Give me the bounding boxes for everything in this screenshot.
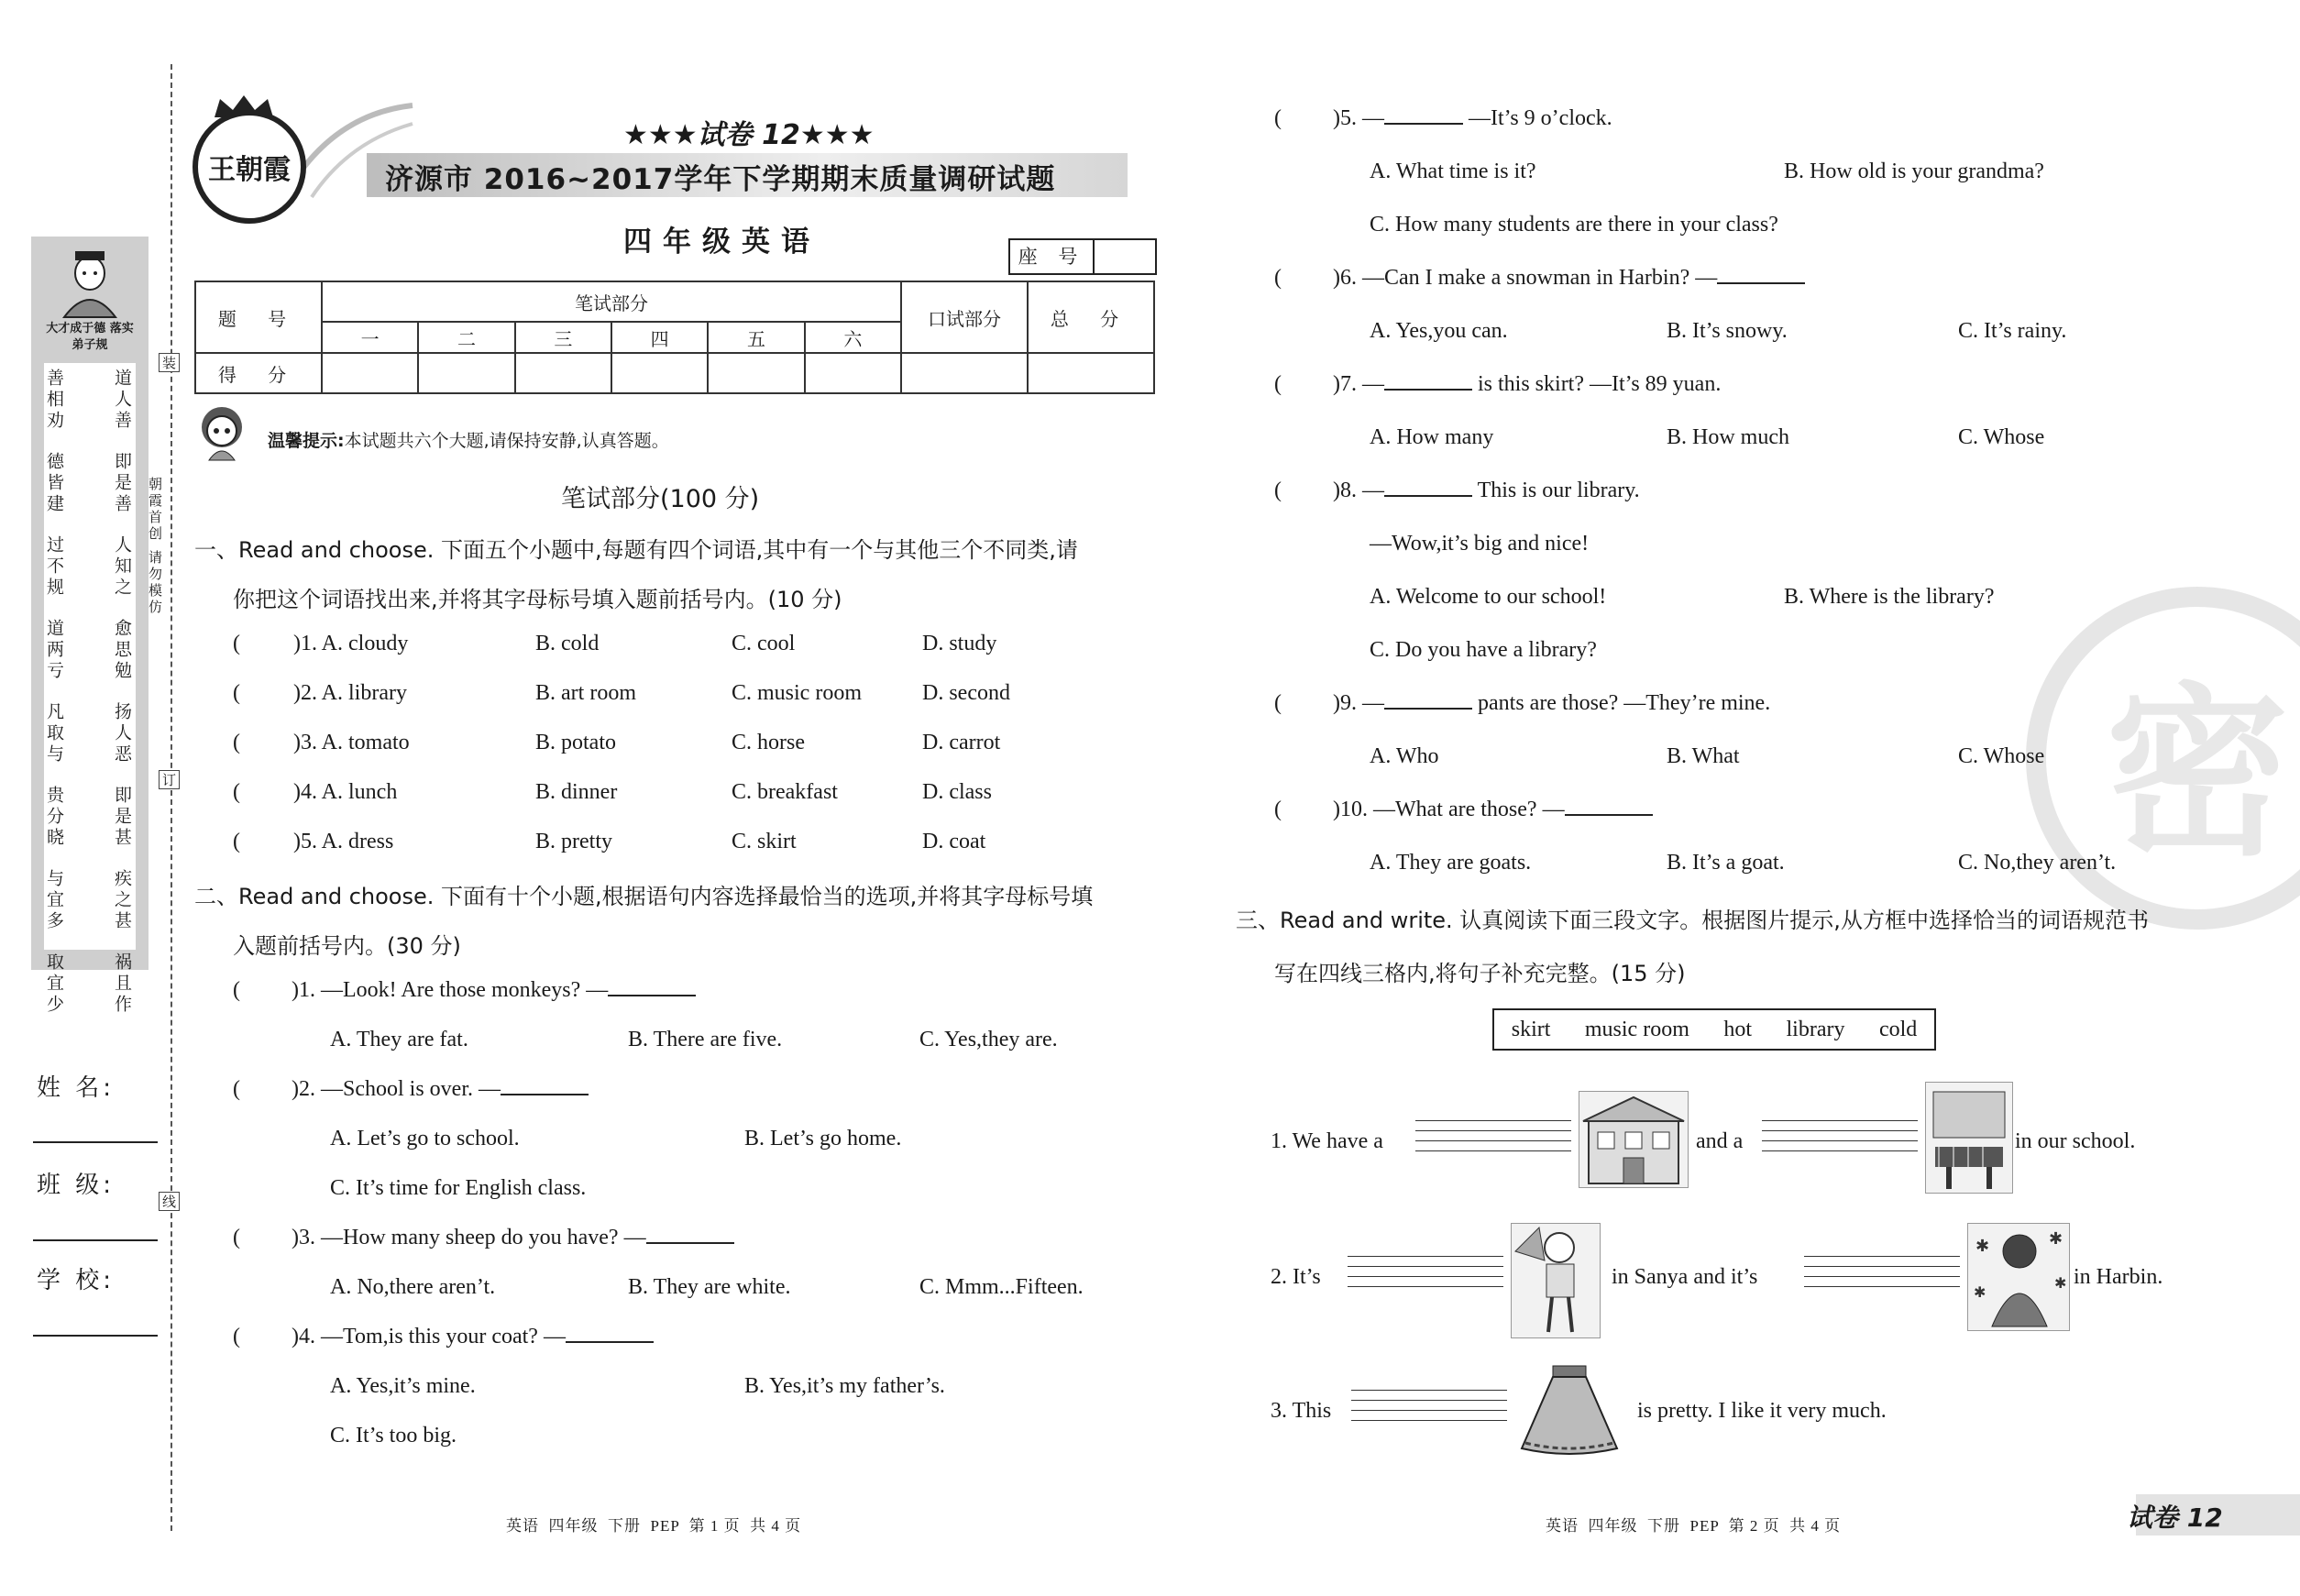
four-line-writing-area[interactable] [1804,1256,1960,1296]
exam-title: 济源市 2016~2017学年下学期期末质量调研试题 [385,163,1056,196]
q-option-a: )3. A. tomato [293,731,410,754]
s3-sentence-2-start: 2. It’s [1271,1265,1321,1289]
answer-blank[interactable] [1384,494,1472,497]
motto-verse: 善相劝 [44,369,64,432]
option-a: A. Welcome to our school! [1370,585,1607,609]
word-bank-item: cold [1878,1017,1918,1041]
svg-text:✱: ✱ [2054,1274,2067,1292]
tip-text: 本试题共六个大题,请保持安静,认真答题。 [344,431,669,451]
question-stem: )8. — [1333,479,1384,502]
s1-question [233,632,1150,663]
score-cell[interactable] [901,353,1028,393]
option-b: B. Let’s go home. [744,1127,902,1150]
section3-instruction: 三、Read and write. 认真阅读下面三段文字。根据图片提示,从方框中选择恰当的词语规范书 [1236,908,2149,933]
name-label: 姓 名: [37,1074,116,1102]
q-option-a: )4. A. lunch [293,780,398,804]
score-cell[interactable] [418,353,514,393]
answer-paren[interactable]: ( [1274,798,1282,821]
q-option-b: B. cold [535,632,600,655]
q-option-a: )2. A. library [293,681,407,705]
tip-label: 温馨提示: [268,431,345,451]
question-stem-cont: is this skirt? —It’s 89 yuan. [1472,372,1722,396]
option-c: C. It’s too big. [330,1424,457,1447]
svg-text:✱: ✱ [1974,1283,1986,1301]
option-c: C. No,they aren’t. [1958,851,2117,875]
q-option-c: C. horse [732,731,805,754]
question-stem: )2. —School is over. — [292,1077,501,1101]
answer-paren[interactable]: ( [233,830,240,853]
score-table [194,281,1155,394]
answer-blank[interactable] [1565,813,1653,816]
motto-verse: 即是善 [112,452,132,515]
cartoon-scholar-icon [48,246,132,319]
word-bank-item: music room [1584,1017,1689,1041]
q-option-b: B. pretty [535,830,612,853]
answer-paren[interactable]: ( [233,1077,240,1101]
score-cell[interactable] [708,353,804,393]
s2-question-7 [1274,372,1721,397]
q-option-a: )5. A. dress [293,830,394,853]
score-cell[interactable] [322,353,418,393]
tip [268,427,669,452]
score-cell[interactable] [1028,353,1154,393]
question-stem: )4. —Tom,is this your coat? — [292,1325,566,1348]
motto-verse: 愈思勉 [112,619,132,682]
motto-verse: 即是甚 [112,786,132,849]
motto-verse: 人知之 [112,535,132,599]
school-label: 学 校: [37,1267,116,1294]
question-stem: )5. — [1333,106,1384,130]
motto-verse: 德皆建 [44,452,64,515]
question-stem: )10. —What are those? — [1333,798,1565,821]
s1-question [233,780,1150,811]
binding-mark: 装 [159,353,180,372]
four-line-writing-area[interactable] [1415,1120,1571,1161]
answer-paren[interactable]: ( [233,632,240,655]
option-c: C. Yes,they are. [919,1028,1058,1051]
answer-paren[interactable]: ( [233,780,240,804]
motto-verse: 凡取与 [44,702,64,765]
question-stem-cont: —It’s 9 o’clock. [1463,106,1612,130]
motto-verse: 取宜少 [44,952,64,1016]
girl-avatar-icon [194,403,249,466]
answer-paren[interactable]: ( [1274,106,1282,130]
q-option-b: B. dinner [535,780,618,804]
answer-blank[interactable] [1717,281,1805,284]
option-c: C. Do you have a library? [1370,638,1597,662]
q-option-d: D. coat [922,830,986,853]
section1-instruction: 一、Read and choose. 下面五个小题中,每题有四个词语,其中有一个与其他三个不同类,请 [194,537,1078,563]
s1-question [233,830,1150,861]
s1-question [233,681,1150,712]
answer-paren[interactable]: ( [233,1325,240,1348]
question-line2: —Wow,it’s big and nice! [1370,532,1590,556]
section3-instruction-cont: 写在四线三格内,将句子补充完整。(15 分) [1274,961,1686,986]
total-header: 总 分 [1028,281,1154,353]
cold-weather-girl-illustration [1967,1223,2070,1331]
answer-paren[interactable]: ( [1274,479,1282,502]
q-option-d: D. class [922,780,992,804]
answer-paren[interactable]: ( [233,1226,240,1249]
option-a: A. Who [1370,744,1439,768]
score-cell[interactable] [805,353,901,393]
answer-blank[interactable] [646,1241,734,1244]
question-stem: )1. —Look! Are those monkeys? — [292,978,609,1002]
four-line-writing-area[interactable] [1348,1256,1503,1296]
s2-question-10 [1274,798,1653,822]
q-option-c: C. breakfast [732,780,838,804]
class-field[interactable] [33,1239,158,1241]
section-column-header: 二 [418,322,514,353]
answer-paren[interactable]: ( [1274,266,1282,290]
s2-question-2 [233,1077,589,1102]
page-footer-right: 英语 四年级 下册 PEP 第 2 页 共 4 页 [1546,1517,1842,1535]
option-b: B. They are white. [628,1275,791,1299]
q-option-d: D. study [922,632,997,655]
svg-text:✱: ✱ [2049,1229,2063,1249]
s3-sentence-3-end: is pretty. I like it very much. [1637,1399,1887,1423]
word-bank-item: skirt [1511,1017,1551,1041]
section-column-header: 三 [515,322,611,353]
q-option-d: D. carrot [922,731,1001,754]
seat-label: 座 号 [1010,240,1095,273]
four-line-writing-area[interactable] [1351,1390,1507,1430]
s2-question-3 [233,1226,734,1250]
option-b: B. It’s a goat. [1667,851,1785,875]
score-label: 得 分 [195,353,322,393]
side-note: 朝霞首创 请勿模仿 [147,477,163,616]
section-column-header: 四 [611,322,708,353]
option-a: A. No,there aren’t. [330,1275,496,1299]
option-b: B. It’s snowy. [1667,319,1788,343]
brand-seal-logo: 王朝霞 [193,110,306,224]
option-a: A. What time is it? [1370,160,1536,183]
s2-question-4 [233,1325,654,1349]
option-c: C. It’s rainy. [1958,319,2067,343]
section2-instruction-cont: 入题前括号内。(30 分) [233,933,461,959]
question-stem-cont: This is our library. [1472,479,1640,502]
score-cell[interactable] [515,353,611,393]
binding-mark: 线 [159,1192,180,1211]
corner-exam-number: 试卷 12 [2127,1502,2223,1533]
seat-number-box[interactable] [1008,238,1157,275]
motto-verse: 道人善 [112,369,132,432]
hot-weather-boy-illustration [1511,1223,1601,1338]
option-b: B. There are five. [628,1028,783,1051]
library-building-illustration [1579,1091,1689,1188]
option-a: A. Yes,you can. [1370,319,1508,343]
q-option-a: )1. A. cloudy [293,632,409,655]
answer-paren[interactable]: ( [233,978,240,1002]
motto-verse: 与宜多 [44,869,64,932]
section-column-header: 一 [322,322,418,353]
motto-column-group [4,369,64,1016]
binding-dashed-line [171,64,172,1531]
question-stem: )7. — [1333,372,1384,396]
option-b: B. What [1667,744,1740,768]
skirt-illustration [1513,1360,1626,1459]
confidential-watermark: 密 [2026,587,2300,930]
q-option-c: C. skirt [732,830,797,853]
answer-blank[interactable] [1384,388,1472,391]
svg-text:✱: ✱ [1975,1237,1990,1256]
section1-instruction-cont: 你把这个词语找出来,并将其字母标号填入题前括号内。(10 分) [233,587,842,612]
option-a: A. They are fat. [330,1028,468,1051]
motto-verse: 疾之甚 [112,869,132,932]
s2-question-5 [1274,106,1612,131]
school-field[interactable] [33,1335,158,1337]
page-footer-left: 英语 四年级 下册 PEP 第 1 页 共 4 页 [506,1517,802,1535]
s3-sentence-3-start: 3. This [1271,1399,1332,1423]
s3-sentence-1-end: in our school. [2015,1129,2136,1153]
answer-paren[interactable]: ( [1274,372,1282,396]
written-part-header: 笔试部分 [322,281,901,322]
score-row-title: 题 号 [195,281,322,353]
option-c: C. It’s time for English class. [330,1176,587,1200]
section-column-header: 五 [708,322,804,353]
option-a: A. How many [1370,425,1494,449]
four-line-writing-area[interactable] [1762,1120,1918,1161]
q-option-c: C. music room [732,681,862,705]
option-b: B. Where is the library? [1784,585,1995,609]
q-option-d: D. second [922,681,1010,705]
s3-sentence-1-middle: and a [1696,1129,1744,1153]
word-bank-item: library [1786,1017,1845,1041]
question-stem: )6. —Can I make a snowman in Harbin? — [1333,266,1718,290]
s3-sentence-2-end: in Harbin. [2074,1265,2163,1289]
answer-blank[interactable] [501,1093,589,1095]
option-c: C. Whose [1958,744,2045,768]
q-option-b: B. potato [535,731,616,754]
answer-blank[interactable] [1384,707,1472,710]
class-label: 班 级: [37,1172,116,1199]
option-c: C. How many students are there in your class? [1370,213,1778,237]
question-stem-cont: pants are those? —They’re mine. [1472,691,1771,715]
answer-blank[interactable] [608,994,696,996]
score-cell[interactable] [611,353,708,393]
motto-verse: 道两亏 [44,619,64,682]
option-b: B. How much [1667,425,1789,449]
option-b: B. Yes,it’s my father’s. [744,1374,945,1398]
s3-sentence-1-start: 1. We have a [1271,1129,1383,1153]
motto-verse: 贵分晓 [44,786,64,849]
option-a: A. Let’s go to school. [330,1127,520,1150]
answer-paren[interactable]: ( [1274,691,1282,715]
word-bank [1492,1008,1936,1051]
binding-mark: 订 [159,770,180,789]
option-c: C. Mmm...Fifteen. [919,1275,1084,1299]
written-section-heading: 笔试部分(100 分) [561,485,760,513]
motto-verse: 祸且作 [112,952,132,1016]
name-field[interactable] [33,1141,158,1143]
s1-question [233,731,1150,762]
motto-column-group [72,369,132,1016]
answer-paren[interactable]: ( [233,731,240,754]
answer-blank[interactable] [1384,122,1463,125]
motto-verse: 过不规 [44,535,64,599]
s2-question-9 [1274,691,1770,716]
seat-input[interactable] [1095,240,1155,273]
s3-sentence-2-middle: in Sanya and it’s [1612,1265,1758,1289]
question-stem: )9. — [1333,691,1384,715]
option-a: A. Yes,it’s mine. [330,1374,476,1398]
oral-part-header: 口试部分 [901,281,1028,353]
q-option-c: C. cool [732,632,796,655]
s2-question-1 [233,978,696,1003]
exam-number: ★★★试卷 12★★★ [623,119,875,151]
option-a: A. They are goats. [1370,851,1532,875]
motto-verses [44,363,136,1016]
music-room-illustration [1925,1082,2013,1194]
question-stem: )3. —How many sheep do you have? — [292,1226,646,1249]
option-c: C. Whose [1958,425,2045,449]
section2-instruction: 二、Read and choose. 下面有十个小题,根据语句内容选择最恰当的选项,并将其字母标号填 [194,884,1094,909]
s2-question-6 [1274,266,1805,291]
motto-verse: 扬人恶 [112,702,132,765]
s2-question-8 [1274,479,1640,503]
answer-paren[interactable]: ( [233,681,240,705]
option-b: B. How old is your grandma? [1784,160,2044,183]
motto-title: 大才成于德 落实弟子规 [46,322,134,352]
q-option-b: B. art room [535,681,636,705]
section-column-header: 六 [805,322,901,353]
exam-subtitle: 四年级英语 [623,226,820,259]
word-bank-item: hot [1723,1017,1753,1041]
answer-blank[interactable] [566,1340,654,1343]
